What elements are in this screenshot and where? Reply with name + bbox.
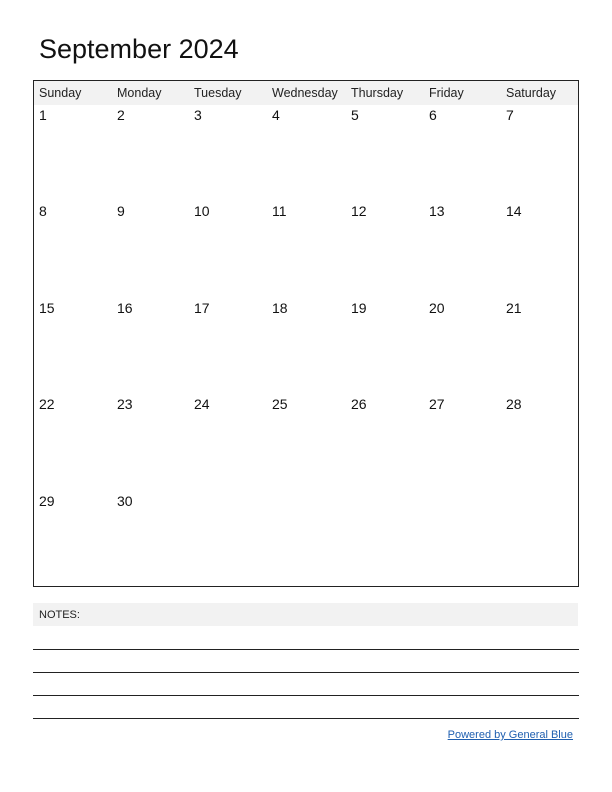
day-cell: 7 — [506, 107, 514, 123]
notes-label: NOTES: — [39, 609, 80, 621]
day-cell: 13 — [429, 203, 445, 219]
day-cell: 4 — [272, 107, 280, 123]
powered-by-link[interactable]: Powered by General Blue — [447, 729, 573, 741]
day-cell: 2 — [117, 107, 125, 123]
day-cell: 23 — [117, 396, 133, 412]
weekday-monday: Monday — [117, 86, 162, 100]
day-cell: 8 — [39, 203, 47, 219]
day-cell: 22 — [39, 396, 55, 412]
weekday-friday: Friday — [429, 86, 464, 100]
day-cell: 15 — [39, 300, 55, 316]
day-cell: 26 — [351, 396, 367, 412]
day-cell: 16 — [117, 300, 133, 316]
notes-header — [33, 603, 578, 626]
weekday-thursday: Thursday — [351, 86, 404, 100]
weekday-wednesday: Wednesday — [272, 86, 338, 100]
day-cell: 19 — [351, 300, 367, 316]
day-cell: 17 — [194, 300, 210, 316]
day-cell: 1 — [39, 107, 47, 123]
day-cell: 25 — [272, 396, 288, 412]
weekday-header — [34, 81, 578, 105]
weekday-sunday: Sunday — [39, 86, 82, 100]
day-cell: 5 — [351, 107, 359, 123]
day-cell: 24 — [194, 396, 210, 412]
day-cell: 6 — [429, 107, 437, 123]
notes-line — [33, 718, 579, 719]
day-cell: 21 — [506, 300, 522, 316]
day-cell: 18 — [272, 300, 288, 316]
notes-line — [33, 695, 579, 696]
weekday-tuesday: Tuesday — [194, 86, 242, 100]
day-cell: 14 — [506, 203, 522, 219]
day-cell: 28 — [506, 396, 522, 412]
day-cell: 9 — [117, 203, 125, 219]
calendar-grid — [33, 80, 579, 587]
day-cell: 30 — [117, 493, 133, 509]
day-cell: 3 — [194, 107, 202, 123]
day-cell: 11 — [272, 203, 287, 219]
day-cell: 10 — [194, 203, 210, 219]
day-cell: 20 — [429, 300, 445, 316]
day-cell: 27 — [429, 396, 445, 412]
notes-line — [33, 649, 579, 650]
page-title: September 2024 — [39, 34, 239, 64]
day-cell: 12 — [351, 203, 367, 219]
weekday-saturday: Saturday — [506, 86, 557, 100]
day-cell: 29 — [39, 493, 55, 509]
notes-line — [33, 672, 579, 673]
